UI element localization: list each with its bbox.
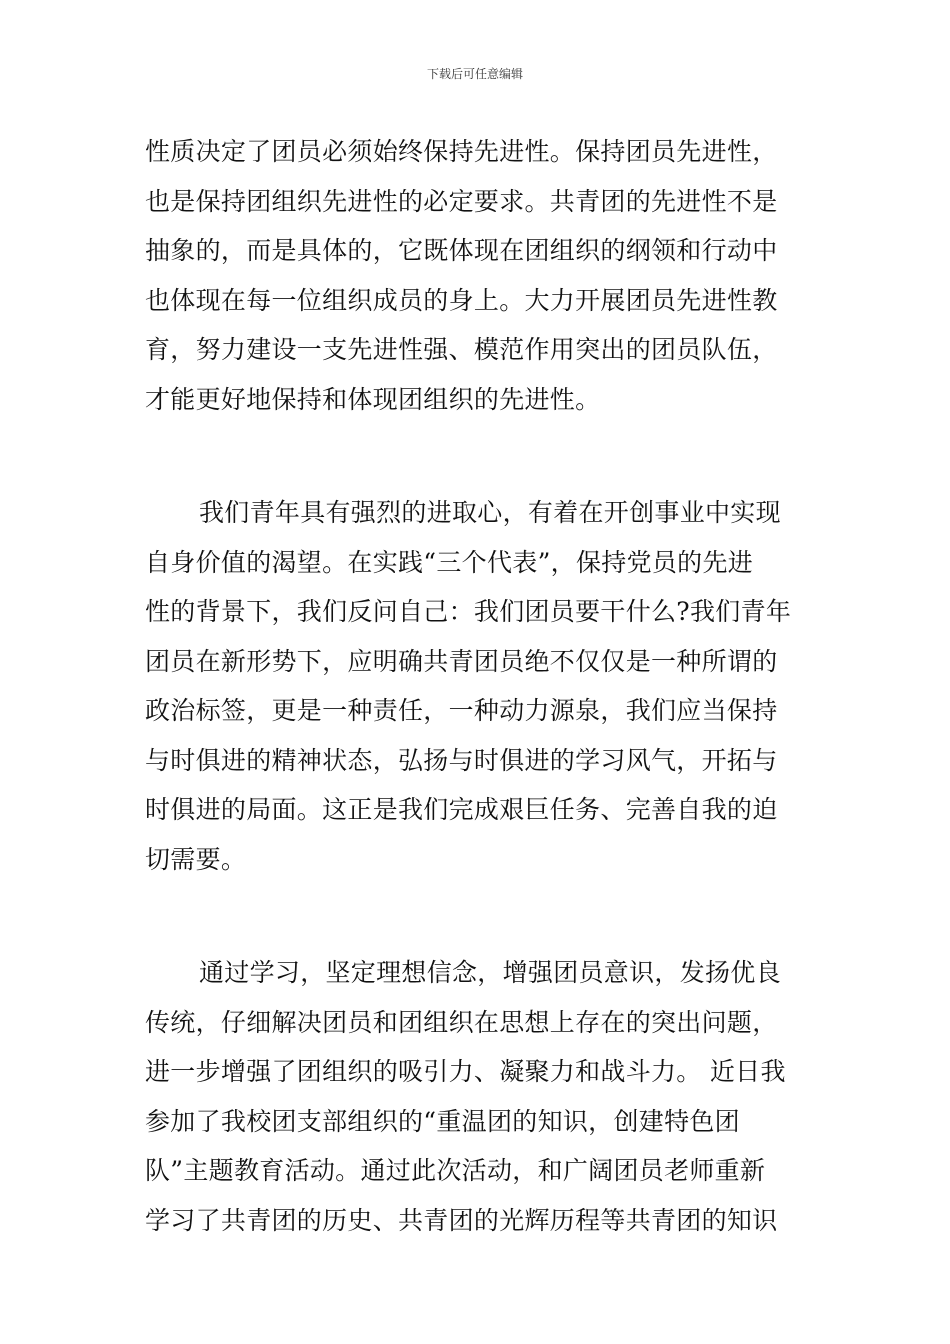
text-line: 切需要。 xyxy=(145,844,247,874)
text-line: 团员在新形势下，应明确共青团员绝不仅仅是一种所谓的 xyxy=(145,646,778,676)
text-line: 进一步增强了团组织的吸引力、凝聚力和战斗力。 近日我 xyxy=(145,1057,786,1086)
text-line: 才能更好地保持和体现团组织的先进性。 xyxy=(145,384,601,414)
text-line: 抽象的，而是具体的，它既体现在团组织的纲领和行动中 xyxy=(145,236,778,265)
text-line: 也体现在每一位组织成员的身上。大力开展团员先进性教 xyxy=(145,285,778,315)
paragraph-1 xyxy=(145,127,807,424)
text-line: 参加了我校团支部组织的“重温团的知识，创建特色团 xyxy=(145,1106,740,1136)
text-line: 与时俱进的精神状态，弘扬与时俱进的学习风气，开拓与 xyxy=(145,745,778,775)
text-line: 通过学习，坚定理想信念，增强团员意识，发扬优良 xyxy=(199,958,781,987)
text-line: 也是保持团组织先进性的必定要求。共青团的先进性不是 xyxy=(145,186,778,216)
text-line: 传统，仔细解决团员和团组织在思想上存在的突出问题， xyxy=(145,1007,778,1037)
text-line: 政治标签，更是一种责任，一种动力源泉，我们应当保持 xyxy=(145,696,778,725)
document-body xyxy=(145,127,807,1309)
text-line: 队”主题教育活动。通过此次活动，和广阔团员老师重新 xyxy=(145,1156,766,1185)
paragraph-3 xyxy=(145,948,807,1245)
text-line: 我们青年具有强烈的进取心，有着在开创事业中实现 xyxy=(199,498,781,527)
text-line: 时俱进的局面。这正是我们完成艰巨任务、完善自我的迫 xyxy=(145,795,778,824)
text-line: 性的背景下，我们反问自己：我们团员要干什么?我们青年 xyxy=(145,597,792,626)
page-header-note: 下载后可任意编辑 xyxy=(426,67,523,81)
text-line: 自身价值的渴望。在实践“三个代表”，保持党员的先进 xyxy=(145,547,754,577)
paragraph-2 xyxy=(145,488,807,884)
text-line: 育，努力建设一支先进性强、模范作用突出的团员队伍， xyxy=(145,335,778,364)
text-line: 学习了共青团的历史、共青团的光辉历程等共青团的知识 xyxy=(145,1205,778,1235)
text-line: 性质决定了团员必须始终保持先进性。保持团员先进性， xyxy=(145,137,778,166)
